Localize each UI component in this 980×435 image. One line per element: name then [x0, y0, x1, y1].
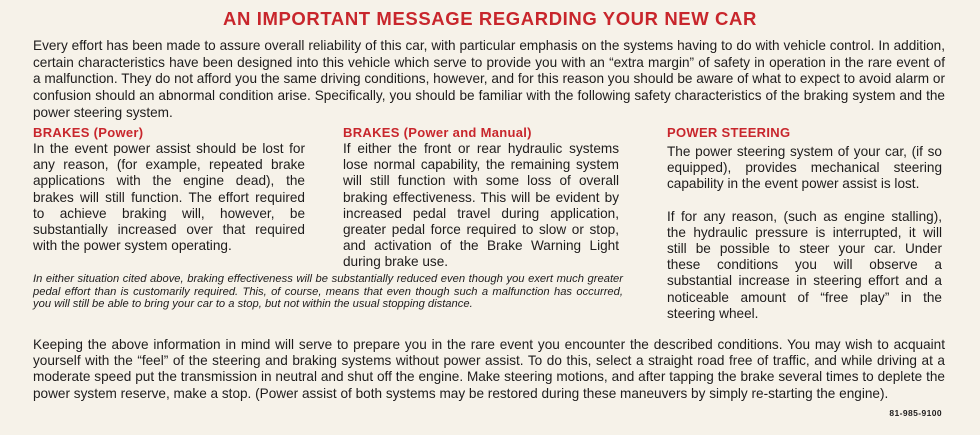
intro-paragraph: Every effort has been made to assure overall reliability of this car, with particular emphasis on the systems having to do with vehicle control. In addition, certain characteristics have been designed into this vehicle which serve to provide you with an “extra margin” of safety in operation in the rare event of a malfunction. They do not afford you the same driving conditions, however, and for this reason you should be aware of what to expect to avoid alarm or confusion should an abnormal condition arise. Specifically, you should be familiar with the following safety characteristics of the braking system and the power steering system.	[33, 38, 945, 120]
brakes-power-heading: BRAKES (Power)	[33, 125, 144, 140]
part-number: 81-985-9100	[889, 408, 942, 418]
closing-paragraph: Keeping the above information in mind will serve to prepare you in the rare event you encounter the described conditions. You may wish to acquaint yourself with the “feel” of the steering and braking systems without power assist. To do this, select a straight road free of traffic, and while driving at a moderate speed put the transmission in neutral and shut off the engine. Make steering motions, and after tapping the brake several times to deplete the power system reserve, make a stop. (Power assist of both systems may be restored during these maneuvers by simply re-starting the engine).	[33, 337, 945, 401]
brakes-power-manual-heading: BRAKES (Power and Manual)	[343, 125, 532, 140]
brakes-power-manual-section	[343, 125, 619, 271]
italic-note: In either situation cited above, braking effectiveness will be substantially reduced even though you exert much greater pedal effort than is customarily required. This, of course, means that even though such a malfunction has occurred, you will still be able to bring your car to a stop, but not within the usual stopping distance.	[33, 273, 623, 311]
brakes-power-manual-text: If either the front or rear hydraulic systems lose normal capability, the remaining system will still function with some loss of overall braking effectiveness. This will be evident by increased pedal travel during application, greater pedal force required to slow or stop, and activation of the Brake Warning Light during brake use.	[343, 141, 619, 270]
power-steering-text-1: The power steering system of your car, (if so equipped), provides mechanical steering capability in the event power assist is lost.	[667, 144, 942, 192]
power-steering-heading: POWER STEERING	[667, 125, 791, 140]
power-steering-text-2: If for any reason, (such as engine stalling), the hydraulic pressure is interrupted, it will still be possible to steer your car. Under these conditions you will observe a substantial increase in steering effort and a noticeable amount of “free play” in the steering wheel.	[667, 208, 942, 321]
brakes-power-section	[33, 125, 305, 254]
brakes-power-text: In the event power assist should be lost for any reason, (for example, repeated brake applications with the engine dead), the brakes will still function. The effort required to achieve braking will, however, be substantially increased over that required with the power system operating.	[33, 141, 305, 254]
power-steering-section	[667, 125, 942, 322]
page-title: AN IMPORTANT MESSAGE REGARDING YOUR NEW CAR	[223, 8, 757, 29]
